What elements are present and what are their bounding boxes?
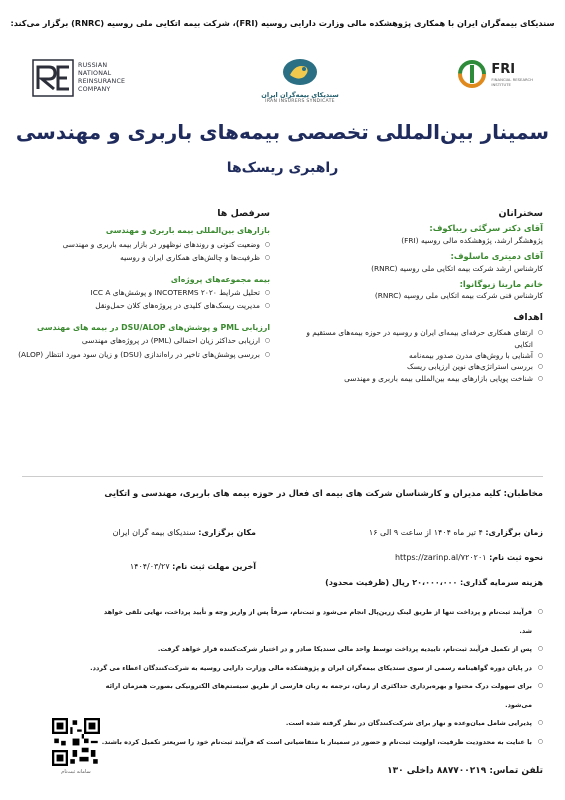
divider xyxy=(22,476,543,477)
venue-line: مکان برگزاری: سندیکای بیمه گران ایران xyxy=(112,528,256,537)
goal-item: ○ شناخت پویایی بازارهای بیمه بین‌المللی بیمه باربری و مهندسی xyxy=(288,373,543,384)
note-item: ○ با عنایت به محدودیت ظرفیت، اولویت ثبت‌نام و حضور در سمینار با متقاضیانی است که فرآیند ثبت‌نام خود را سریعتر تکمیل کرده باشند. xyxy=(90,733,543,752)
outline-item: ○ ظرفیت‌ها و چالش‌های همکاری ایران و روسیه xyxy=(16,252,270,263)
outline-heading: سرفصل ها xyxy=(217,208,270,219)
audience-line xyxy=(16,488,543,498)
outline-item: ○ وضعیت کنونی و روندهای نوظهور در بازار بیمه باربری و مهندسی xyxy=(16,239,270,250)
note-item: ○ در پایان دوره گواهینامه رسمی از سوی سندیکای بیمه‌گران ایران و پژوهشکده مالی وزارت دارایی روسیه به شرکت‌کنندگان اعطاء می گردد. xyxy=(90,659,543,678)
outline-item: ○ ارزیابی حداکثر زیان احتمالی (PML) در پروژه‌های مهندسی xyxy=(16,335,270,346)
qr-label: سامانه ثبت‌نام xyxy=(61,769,91,775)
insurers-syndicate-logo: سندیکای بیمه‌گران ایران IRAN INSURERS SYNDICATE xyxy=(240,57,360,104)
goal-item: ○ آشنایی با روش‌های مدرن صدور بیمه‌نامه xyxy=(288,350,543,361)
notes-list xyxy=(90,603,543,751)
registration-link[interactable]: https://zarinp.al/۷۲۰۲۰۱ xyxy=(394,553,487,562)
note-item: ○ پذیرایی شامل میان‌وعده و نهار برای شرکت‌کنندگان در نظر گرفته شده است. xyxy=(90,714,543,733)
outline-section-title: بازارهای بین‌المللی بیمه باربری و مهندسی xyxy=(105,226,270,236)
fri-logo: FRI FINANCIAL RESEARCH INSTITUTE xyxy=(457,59,533,89)
contact-phone: تلفن تماس: ۸۸۷۷۰۰۲۱۹ داخلی ۱۳۰ xyxy=(387,766,543,776)
outline-section-title: ارزیابی PML و پوشش‌های DSU/ALOP در بیمه های مهندسی xyxy=(37,322,270,332)
speakers-heading: سخنرانان xyxy=(498,208,543,219)
outline-item: ○ بررسی پوشش‌های تاخیر در راه‌اندازی (DSU) و زیان سود مورد انتظار (ALOP) xyxy=(16,349,270,360)
goals-heading: اهداف xyxy=(513,311,543,323)
audience-label: مخاطبان: xyxy=(503,488,543,498)
note-item: ○ برای سهولت درک محتوا و بهره‌برداری حداکثری از زمان، ترجمه به زبان فارسی از طریق سیستم‌های الکترونیکی بصورت همزمان ارائه می‌شود. xyxy=(90,677,543,714)
outline-section-title: بیمه مجموعه‌های پروژه‌ای xyxy=(170,274,270,284)
goal-item: ○ ارتقای همکاری حرفه‌ای بیمه‌ای ایران و روسیه در حوزه بیمه‌های مستقیم و اتکایی xyxy=(288,327,543,350)
logo-strip xyxy=(22,55,543,107)
organizers-line: سندیکای بیمه‌گران ایران با همکاری پژوهشکده مالی وزارت دارایی روسیه (FRI)، شرکت بیمه اتکایی ملی روسیه (RNRC) برگزار می‌کند: xyxy=(10,18,555,28)
outline-column xyxy=(16,208,270,362)
speakers-goals-column xyxy=(288,208,543,384)
outline-item: ○ مدیریت ریسک‌های کلیدی در پروژه‌های کلان حمل‌ونقل xyxy=(16,300,270,311)
outline-item: ○ تحلیل شرایط ۲۰۲۰ INCOTERMS و پوشش‌های ICC A xyxy=(16,287,270,298)
rnrc-mark-icon xyxy=(32,59,74,97)
deadline-line: آخرین مهلت ثبت نام: ۱۴۰۴/۰۳/۲۷ xyxy=(129,562,256,571)
note-item: ○ پس از تکمیل فرآیند ثبت‌نام، تاییدیه پرداخت توسط واحد مالی سندیکا صادر و در اختیار شرکت‌کننده قرار خواهد گرفت. xyxy=(90,640,543,659)
speaker-item: آقای دکتر سرگئی ریباکوف: پژوهشگر ارشد، پژوهشکده مالی روسیه (FRI) xyxy=(401,223,543,245)
seminar-title: سمینار بین‌المللی تخصصی بیمه‌های باربری و مهندسی xyxy=(15,120,550,144)
registration-qr-code[interactable] xyxy=(52,718,100,766)
rnrc-logo xyxy=(32,59,125,97)
fri-mark-icon xyxy=(457,59,487,89)
time-line: زمان برگزاری: ۴ تیر ماه ۱۴۰۴ از ساعت ۹ الی ۱۶ xyxy=(368,528,543,537)
registration-line: نحوه ثبت نام: https://zarinp.al/۷۲۰۲۰۱ xyxy=(394,553,543,562)
goal-item: ○ بررسی استراتژی‌های نوین ارزیابی ریسک xyxy=(288,361,543,372)
syndicate-emblem-icon xyxy=(280,57,320,87)
note-item: ○ فرآیند ثبت‌نام و پرداخت تنها از طریق لینک زرین‌پال انجام می‌شود و ثبت‌نام، صرفاً پس از واریز وجه و تأیید پرداخت، نهایی تلقی خواهد شد. xyxy=(90,603,543,640)
speaker-item: آقای دمیتری ماسلوف: کارشناس ارشد شرکت بیمه اتکایی ملی روسیه (RNRC) xyxy=(371,251,543,273)
fee-line: هزینه سرمایه گذاری: ۲۰،۰۰۰،۰۰۰ ریال (ظرفیت محدود) xyxy=(325,578,543,587)
audience-text: کلیه مدیران و کارشناسان شرکت های بیمه ای فعال در حوزه بیمه های باربری، مهندسی و اتکایی xyxy=(104,488,501,498)
rnrc-wordmark: RUSSIAN NATIONAL REINSURANCE COMPANY xyxy=(78,62,126,93)
seminar-subtitle: راهبری ریسک‌ها xyxy=(226,160,339,176)
speaker-item: خانم مارینا زیوگانوا: کارشناس فنی شرکت بیمه اتکایی ملی روسیه (RNRC) xyxy=(374,279,543,301)
